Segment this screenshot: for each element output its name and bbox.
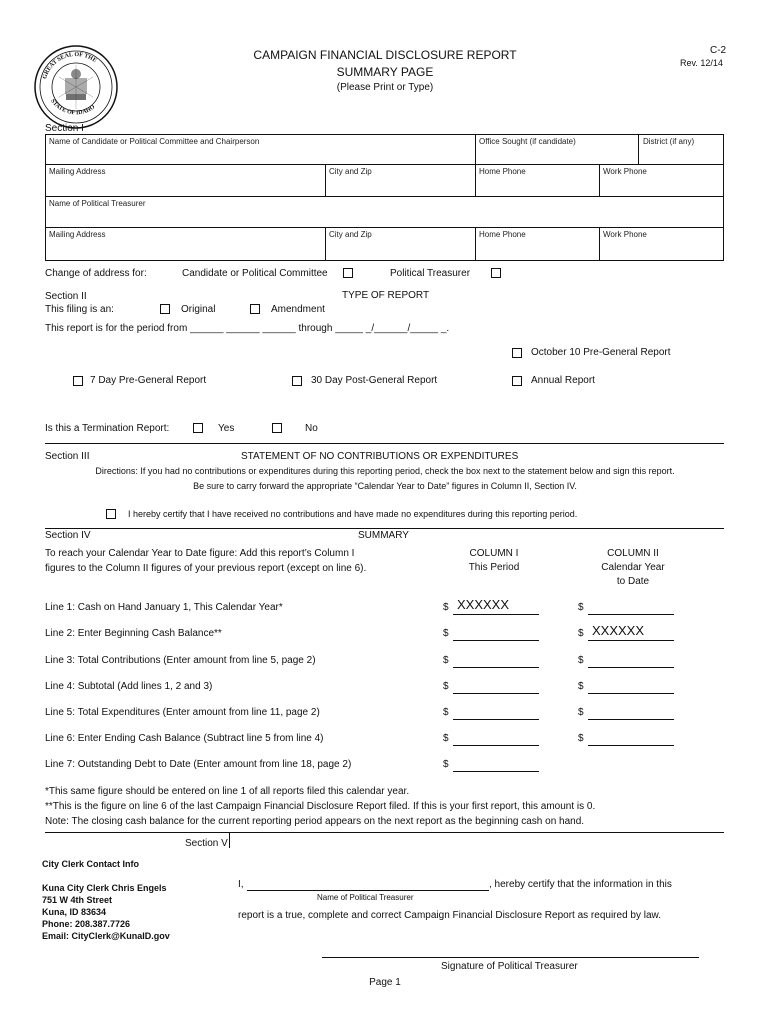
line-5-column-2-dollar: $ [578,707,584,718]
october-10-checkbox[interactable] [512,348,522,358]
signature-line[interactable] [322,957,699,958]
line-3-column-2-input[interactable] [588,667,674,668]
certify-start: I, [238,879,244,890]
summary-line-label: Line 3: Total Contributions (Enter amount from line 5, page 2) [45,655,316,666]
summary-line-label: Line 2: Enter Beginning Cash Balance** [45,628,222,639]
treasurer-name-line[interactable] [247,890,489,891]
candidate-address-checkbox[interactable] [343,268,353,278]
directions-line-2: Be sure to carry forward the appropriate “Calendar Year to Date” figures in Column II, Section IV. [193,481,577,491]
district-input[interactable] [639,146,722,163]
office-field-label: Office Sought (if candidate) [479,137,576,146]
line-4-column-1-dollar: $ [443,681,449,692]
line-2-column-1-dollar: $ [443,628,449,639]
treasurer-mailing-field-label: Mailing Address [49,230,106,239]
summary-line-label: Line 6: Enter Ending Cash Balance (Subtract line 5 from line 4) [45,733,324,744]
contact-line: 751 W 4th Street [42,895,113,905]
signature-caption: Signature of Political Treasurer [441,961,578,972]
amendment-label: Amendment [271,304,325,315]
section-5-label: Section V [185,838,228,849]
line-4-column-2-input[interactable] [588,693,674,694]
section-4-label: Section IV [45,530,91,541]
report-period-text: This report is for the period from ______ ______ ______ through _____ _/______/_____ _. [45,323,450,334]
summary-line-label: Line 4: Subtotal (Add lines 1, 2 and 3) [45,681,213,692]
column-2-header: COLUMN II Calendar Year to Date [601,548,665,587]
line-7-column-1-input[interactable] [453,771,539,772]
annual-report-checkbox[interactable] [512,376,522,386]
column-1-header: COLUMN I This Period [468,548,520,573]
line-2-column-2-dollar: $ [578,628,584,639]
line-1-column-1-dollar: $ [443,602,449,613]
summary-line-label: Line 5: Total Expenditures (Enter amount from line 11, page 2) [45,707,320,718]
treasurer-city-field-label: City and Zip [329,230,372,239]
post-general-30day-checkbox[interactable] [292,376,302,386]
form-code: C-2 [710,45,727,56]
line-4-column-2-dollar: $ [578,681,584,692]
candidate-name-input[interactable] [46,146,474,163]
summary-intro-2: figures to the Column II figures of your previous report (except on line 6). [45,563,367,574]
home-phone-field-label: Home Phone [479,167,526,176]
section-5-tick [229,832,230,848]
contact-line: Kuna City Clerk Chris Engels [42,883,167,893]
line-6-column-2-dollar: $ [578,733,584,744]
form-instruction: (Please Print or Type) [336,82,434,93]
line-4-column-1-input[interactable] [453,693,539,694]
contact-line: Phone: 208.387.7726 [42,919,131,929]
certify-line-2: report is a true, complete and correct Campaign Financial Disclosure Report as required by law. [238,910,661,921]
line-7-column-1-dollar: $ [443,759,449,770]
city-zip-field-label: City and Zip [329,167,372,176]
form-title: CAMPAIGN FINANCIAL DISCLOSURE REPORT [253,48,517,62]
summary-line-label: Line 1: Cash on Hand January 1, This Calendar Year* [45,602,283,613]
candidate-option-label: Candidate or Political Committee [182,268,328,279]
treasurer-name-caption: Name of Political Treasurer [317,893,414,902]
form-revision: Rev. 12/14 [680,58,723,68]
termination-no-checkbox[interactable] [272,423,282,433]
line-6-column-2-input[interactable] [588,745,674,746]
contact-heading: City Clerk Contact Info [42,859,140,869]
section-5-divider [45,832,724,833]
office-sought-input[interactable] [476,146,637,163]
original-label: Original [181,304,216,315]
line-1-column-1-input[interactable] [453,614,539,615]
treasurer-name-field-label: Name of Political Treasurer [49,199,146,208]
contact-block [42,882,170,942]
mailing-address-field-label: Mailing Address [49,167,106,176]
line-1-column-2-input[interactable] [588,614,674,615]
type-of-report-heading: TYPE OF REPORT [342,290,430,301]
line-5-column-1-dollar: $ [443,707,449,718]
contact-line: Email: CityClerk@KunaID.gov [42,931,170,941]
line-3-column-2-dollar: $ [578,655,584,666]
line-5-column-2-input[interactable] [588,719,674,720]
original-checkbox[interactable] [160,304,170,314]
change-address-label: Change of address for: [45,268,147,279]
footnote-3: Note: The closing cash balance for the current reporting period appears on the next report as the beginning cash on hand. [45,816,585,827]
svg-text:GREAT SEAL OF THE: GREAT SEAL OF THE [42,51,98,80]
section-4-divider [45,528,724,529]
line-2-column-2-value: XXXXXX [592,623,645,638]
termination-yes-checkbox[interactable] [193,423,203,433]
no-activity-certify-text: I hereby certify that I have received no contributions and have made no expenditures during this reporting period. [128,509,578,519]
footnote-2: **This is the figure on line 6 of the last Campaign Financial Disclosure Report filed. If this is your first report, this amount is 0. [45,801,596,812]
section-3-label: Section III [45,451,90,462]
treasurer-address-checkbox[interactable] [491,268,501,278]
certify-end: , hereby certify that the information in this [489,879,672,890]
line-6-column-1-dollar: $ [443,733,449,744]
line-6-column-1-input[interactable] [453,745,539,746]
line-1-column-1-value: XXXXXX [457,597,510,612]
treasurer-work-phone-label: Work Phone [603,230,647,239]
summary-intro-1: To reach your Calendar Year to Date figure: Add this report’s Column I [45,548,355,559]
line-3-column-1-input[interactable] [453,667,539,668]
line-2-column-1-input[interactable] [453,640,539,641]
annual-report-label: Annual Report [531,375,595,386]
line-1-column-2-dollar: $ [578,602,584,613]
section-1-label: Section I [45,123,84,134]
summary-line-label: Line 7: Outstanding Debt to Date (Enter amount from line 18, page 2) [45,759,352,770]
svg-text:STATE OF IDAHO: STATE OF IDAHO [49,98,97,117]
filing-type-label: This filing is an: [45,304,114,315]
line-2-column-2-input[interactable] [588,640,674,641]
work-phone-field-label: Work Phone [603,167,647,176]
line-5-column-1-input[interactable] [453,719,539,720]
treasurer-option-label: Political Treasurer [390,268,471,279]
section-2-label: Section II [45,291,87,302]
contact-line: Kuna, ID 83634 [42,907,107,917]
pre-general-7day-label: 7 Day Pre-General Report [90,375,207,386]
amendment-checkbox[interactable] [250,304,260,314]
october-10-label: October 10 Pre-General Report [531,347,671,358]
name-field-label: Name of Candidate or Political Committee and Chairperson [49,137,260,146]
post-general-30day-label: 30 Day Post-General Report [311,375,438,386]
pre-general-7day-checkbox[interactable] [73,376,83,386]
no-activity-certify-checkbox[interactable] [106,509,116,519]
summary-heading: SUMMARY [358,530,409,541]
section-3-divider [45,443,724,444]
termination-yes-label: Yes [218,423,235,434]
termination-no-label: No [305,423,318,434]
line-3-column-1-dollar: $ [443,655,449,666]
page-number: Page 1 [369,977,401,988]
termination-label: Is this a Termination Report: [45,423,170,434]
treasurer-home-phone-label: Home Phone [479,230,526,239]
directions-line-1: Directions: If you had no contributions or expenditures during this reporting period, check the box next to the statement below and sign this report. [95,466,675,476]
no-contributions-heading: STATEMENT OF NO CONTRIBUTIONS OR EXPENDITURES [241,451,519,462]
district-field-label: District (if any) [643,137,695,146]
footnote-1: *This same figure should be entered on line 1 of all reports filed this calendar year. [45,786,410,797]
form-subtitle: SUMMARY PAGE [336,65,434,79]
